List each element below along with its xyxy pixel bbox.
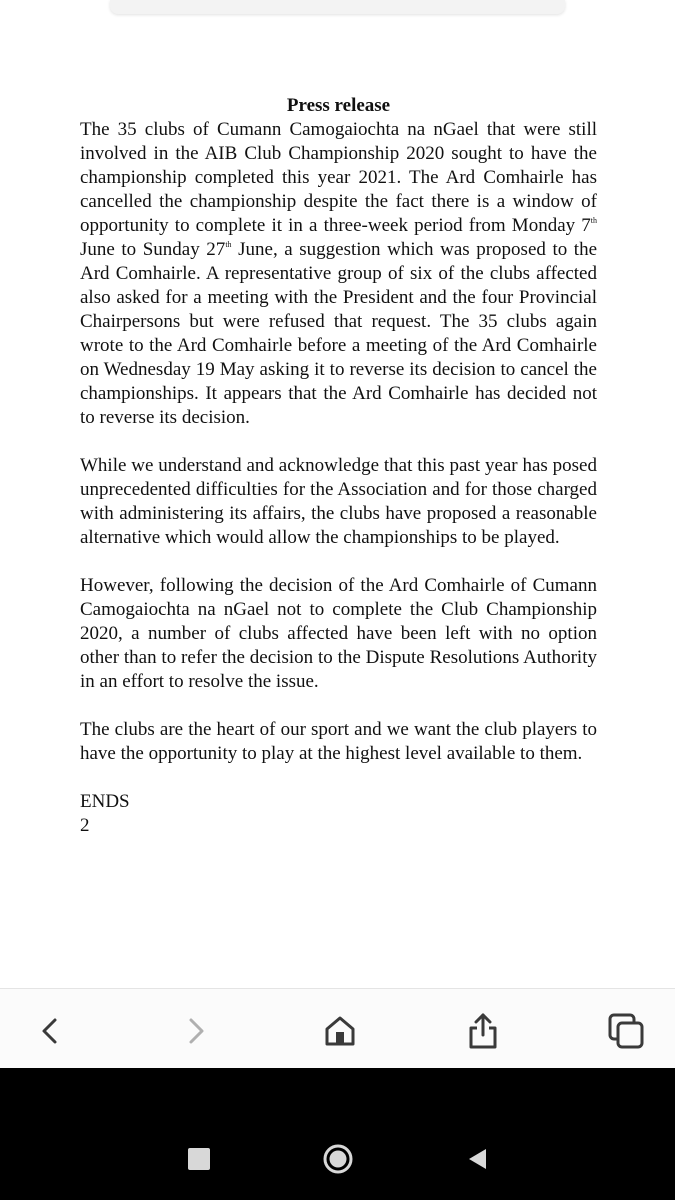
ends-marker: ENDS xyxy=(80,791,130,812)
tabs-button[interactable] xyxy=(604,1009,648,1053)
back-icon xyxy=(37,1016,63,1046)
ordinal-suffix: th xyxy=(225,240,232,249)
paragraph-3: However, following the decision of the Ard Comhairle of Cumann Camogaiochta na nGael not to complete the Club Championship 2020, a number of clubs affected have been left with no option other than to refer the decision to the Dispute Resolutions Authority in an effort to resolve the issue. xyxy=(80,575,597,692)
paragraph-1-text-b: June to Sunday 27 xyxy=(80,239,226,260)
paragraph-4: The clubs are the heart of our sport and we want the club players to have the opportunity to play at the highest level available to them. xyxy=(80,719,597,764)
press-release-document xyxy=(80,94,597,838)
page-number: 2 xyxy=(80,815,90,836)
paragraph-2: While we understand and acknowledge that this past year has posed unprecedented difficulties for the Association and for those charged with administering its affairs, the clubs have proposed a reasonable alternative which would allow the championships to be played. xyxy=(80,455,597,548)
browser-toolbar xyxy=(0,988,675,1069)
forward-icon xyxy=(183,1016,209,1046)
home-button[interactable] xyxy=(318,1009,362,1053)
document-title: Press release xyxy=(286,95,391,116)
home-icon xyxy=(323,1014,357,1048)
ordinal-suffix: th xyxy=(590,216,597,225)
browser-top-bar xyxy=(110,0,565,14)
home-nav-button[interactable] xyxy=(322,1143,354,1175)
paragraph-1-text-a: The 35 clubs of Cumann Camogaiochta na nGael that were still involved in the AIB Club Championship 2020 sought to have the championship completed this year 2021. The Ard Comhairle has cancelled the championship despite the fact there is a window of opportunity to complete it in a three-week period from Monday 7 xyxy=(80,119,597,236)
tabs-icon xyxy=(606,1011,646,1051)
forward-button[interactable] xyxy=(174,1009,218,1053)
system-navigation-bar xyxy=(0,1068,675,1200)
home-circle-icon xyxy=(322,1143,354,1175)
paragraph-1 xyxy=(80,118,597,430)
back-nav-button[interactable] xyxy=(466,1147,490,1171)
paragraph-1-text-c: June, a suggestion which was proposed to the Ard Comhairle. A representative group of six of the clubs affected also asked for a meeting with the President and the four Provincial Chairpersons but were refused that request. The 35 clubs again wrote to the Ard Comhairle before a meeting of the Ard Comhairle on Wednesday 19 May asking it to reverse its decision to cancel the championships. It appears that the Ard Comhairle has decided not to reverse its decision. xyxy=(80,239,597,428)
recent-apps-button[interactable] xyxy=(188,1148,210,1170)
back-button[interactable] xyxy=(28,1009,72,1053)
back-triangle-icon xyxy=(466,1147,490,1171)
share-icon xyxy=(466,1011,500,1051)
share-button[interactable] xyxy=(461,1009,505,1053)
